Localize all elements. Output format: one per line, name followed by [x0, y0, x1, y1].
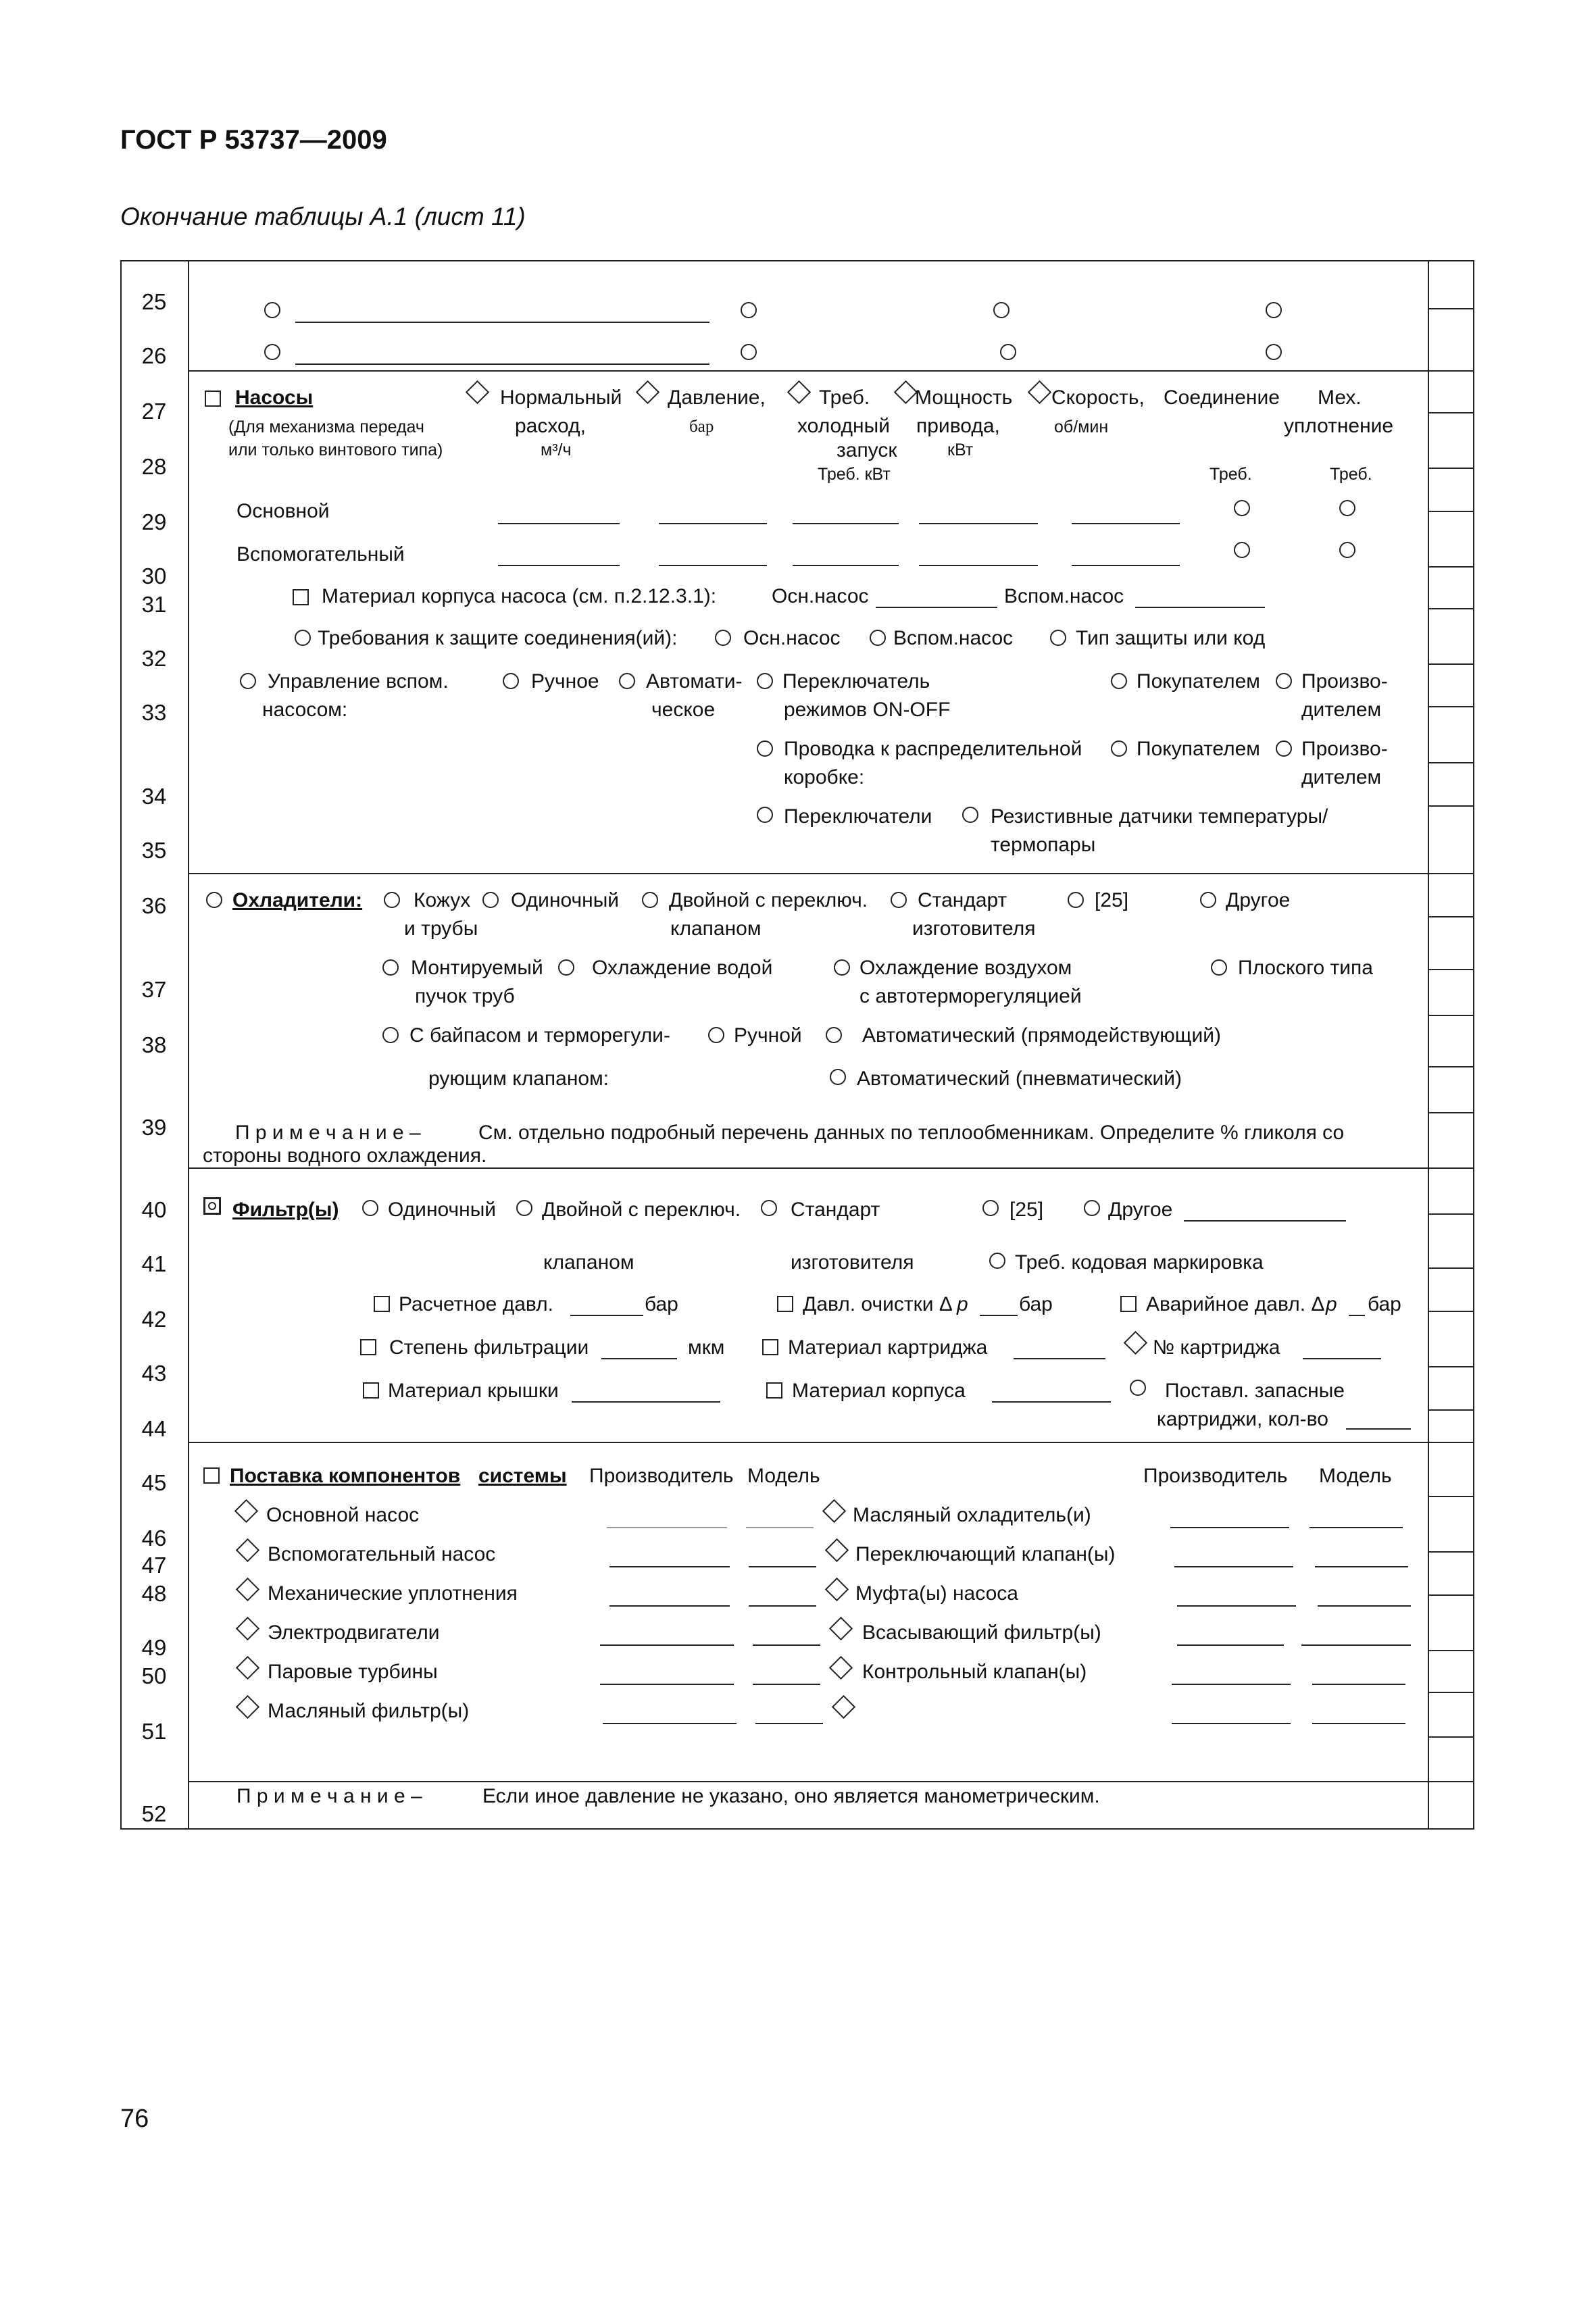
field-line[interactable]: [1172, 1684, 1291, 1685]
cover-material-checkbox[interactable]: [363, 1382, 379, 1399]
col-power: привода,: [916, 415, 1000, 437]
field-line[interactable]: [659, 523, 767, 524]
single-radio[interactable]: [362, 1200, 378, 1216]
manual-radio[interactable]: [503, 673, 519, 689]
field-line[interactable]: [755, 1723, 823, 1724]
option-radio[interactable]: [264, 344, 280, 360]
bar-unit: бар: [1368, 1293, 1401, 1315]
supply-item-label: Электродвигатели: [268, 1621, 440, 1644]
row-number: 34: [141, 784, 167, 809]
ref25-label: [25]: [1009, 1199, 1044, 1221]
supply-title: системы: [478, 1465, 567, 1487]
sensors-label: термопары: [991, 834, 1096, 856]
col-normal-flow-unit: м³/ч: [541, 441, 572, 459]
other-radio[interactable]: [1084, 1200, 1100, 1216]
field-line[interactable]: [992, 1401, 1111, 1403]
section-divider: [188, 873, 1428, 874]
other-radio[interactable]: [1200, 892, 1216, 908]
connection-radio[interactable]: [1234, 542, 1250, 558]
row-number: 25: [141, 289, 167, 314]
wiring-label: коробке:: [784, 766, 865, 788]
maker-label: дителем: [1301, 766, 1382, 788]
row-number: 33: [141, 700, 167, 725]
field-line[interactable]: [749, 1605, 816, 1607]
bypass-radio[interactable]: [382, 1027, 399, 1043]
col-model: Модель: [747, 1465, 820, 1487]
field-line[interactable]: [498, 565, 620, 566]
pump-aux-label: Вспомогательный: [236, 543, 405, 565]
field-line[interactable]: [876, 607, 997, 608]
row-number: 38: [141, 1032, 167, 1057]
protection-type-label: Тип защиты или код: [1076, 627, 1266, 649]
coolers-title: Охладители:: [232, 889, 363, 911]
row-number: 39: [141, 1115, 167, 1140]
other-label: Другое: [1226, 889, 1291, 911]
section-divider: [188, 1167, 1428, 1169]
col-power-unit: кВт: [947, 441, 974, 459]
row-number: 42: [141, 1307, 167, 1332]
casing-label: Материал корпуса насоса (см. п.2.12.3.1):: [322, 585, 717, 607]
double-radio[interactable]: [516, 1200, 532, 1216]
col-pressure-unit: бар: [689, 418, 714, 436]
field-line[interactable]: [1072, 523, 1180, 524]
double-radio[interactable]: [642, 892, 658, 908]
control-label: насосом:: [262, 699, 348, 721]
col-mech-seal-req: Треб.: [1330, 465, 1372, 484]
field-line[interactable]: [1184, 1220, 1346, 1222]
auto-direct-label: Автоматический (прямодействующий): [862, 1024, 1221, 1047]
bar-unit: бар: [645, 1293, 678, 1315]
field-line[interactable]: [746, 1527, 814, 1528]
text-field-line[interactable]: [295, 322, 709, 323]
text-field-line[interactable]: [295, 363, 709, 365]
row-number: 31: [141, 592, 167, 617]
option-radio[interactable]: [741, 302, 757, 318]
table-caption: Окончание таблицы А.1 (лист 11): [120, 203, 526, 230]
option-radio[interactable]: [1000, 344, 1016, 360]
cartridge-number-label: № картриджа: [1153, 1336, 1280, 1359]
wiring-radio[interactable]: [757, 740, 773, 757]
field-line[interactable]: [1177, 1605, 1296, 1607]
air-radio[interactable]: [834, 959, 850, 976]
section-divider: [188, 1442, 1428, 1443]
cartridge-material-checkbox[interactable]: [762, 1339, 778, 1355]
bypass-manual-label: Ручной: [734, 1024, 802, 1047]
row-number: 41: [141, 1251, 167, 1276]
col-cold-start: Треб.: [819, 386, 870, 409]
sensors-radio[interactable]: [962, 807, 978, 823]
switches-radio[interactable]: [757, 807, 773, 823]
field-line[interactable]: [1135, 607, 1265, 608]
spare-radio[interactable]: [1130, 1380, 1146, 1396]
buyer-radio[interactable]: [1111, 673, 1127, 689]
row-number: 48: [141, 1581, 167, 1606]
row-number: 50: [141, 1663, 167, 1688]
ref25-radio[interactable]: [1068, 892, 1084, 908]
shell-tube-label: Кожух: [414, 889, 471, 911]
supply-item-label: Основной насос: [266, 1504, 420, 1526]
double-label: клапаном: [670, 917, 762, 940]
shell-tube-label: и трубы: [404, 917, 478, 940]
protection-radio[interactable]: [295, 630, 311, 646]
standard-label: Стандарт: [918, 889, 1007, 911]
code-radio[interactable]: [989, 1253, 1005, 1269]
supply-item-label: Переключающий клапан(ы): [855, 1543, 1116, 1565]
water-radio[interactable]: [558, 959, 574, 976]
option-radio[interactable]: [993, 302, 1009, 318]
row-number: 47: [141, 1553, 167, 1578]
maker-label: дителем: [1301, 699, 1382, 721]
coolers-radio[interactable]: [206, 892, 222, 908]
col-mech-seal: Мех.: [1318, 386, 1362, 409]
shell-tube-radio[interactable]: [384, 892, 400, 908]
col-mech-seal: уплотнение: [1284, 415, 1394, 437]
control-radio[interactable]: [240, 673, 256, 689]
spare-label: Поставл. запасные: [1165, 1380, 1345, 1402]
section-divider: [188, 1781, 1428, 1782]
row-number: 43: [141, 1361, 167, 1386]
field-line[interactable]: [1177, 1644, 1284, 1646]
row-number: 49: [141, 1635, 167, 1660]
field-line[interactable]: [1170, 1527, 1289, 1528]
alarm-pressure-label: Аварийное давл. Δ: [1146, 1293, 1325, 1315]
option-radio[interactable]: [1266, 302, 1282, 318]
field-line[interactable]: [749, 1566, 816, 1567]
field-line[interactable]: [1315, 1566, 1408, 1567]
field-line[interactable]: [1174, 1566, 1293, 1567]
plate-radio[interactable]: [1211, 959, 1227, 976]
maker-radio[interactable]: [1276, 673, 1292, 689]
auto-direct-radio[interactable]: [826, 1027, 842, 1043]
field-line[interactable]: [1172, 1723, 1291, 1724]
option-radio[interactable]: [264, 302, 280, 318]
field-line[interactable]: [1312, 1684, 1405, 1685]
clean-pressure-checkbox[interactable]: [777, 1296, 793, 1312]
standard-label: Стандарт: [791, 1199, 880, 1221]
standard-label: изготовителя: [912, 917, 1036, 940]
main-pump-radio[interactable]: [715, 630, 731, 646]
option-radio[interactable]: [1266, 344, 1282, 360]
supply-item-label: Масляный фильтр(ы): [268, 1700, 470, 1722]
field-line[interactable]: [919, 565, 1038, 566]
body-material-label: Материал корпуса: [792, 1380, 966, 1402]
row-number: 30: [141, 563, 167, 588]
field-line[interactable]: [607, 1527, 727, 1528]
filters-checkbox[interactable]: [203, 1197, 221, 1215]
connection-radio[interactable]: [1234, 500, 1250, 516]
water-label: Охлаждение водой: [592, 957, 773, 979]
air-label: Охлаждение воздухом: [859, 957, 1072, 979]
field-line[interactable]: [980, 1315, 1018, 1316]
field-line[interactable]: [1014, 1358, 1105, 1359]
plate-label: Плоского типа: [1238, 957, 1373, 979]
document-header: ГОСТ Р 53737—2009: [120, 125, 387, 155]
supply-note: Если иное давление не указано, оно является манометрическим.: [482, 1785, 1100, 1807]
row-number: 26: [141, 343, 167, 368]
field-line[interactable]: [753, 1644, 820, 1646]
ref25-label: [25]: [1095, 889, 1129, 911]
pump-main-label: Основной: [236, 500, 330, 522]
field-line[interactable]: [600, 1644, 734, 1646]
field-line[interactable]: [793, 565, 899, 566]
maker-label: Произво-: [1301, 738, 1388, 760]
design-pressure-checkbox[interactable]: [374, 1296, 390, 1312]
spare-label: картриджи, кол-во: [1157, 1408, 1328, 1430]
filtration-checkbox[interactable]: [360, 1339, 376, 1355]
switch-label: Переключатель: [782, 670, 930, 693]
manual-label: Ручное: [531, 670, 599, 693]
seal-radio[interactable]: [1339, 500, 1355, 516]
field-line[interactable]: [753, 1684, 820, 1685]
section-divider: [188, 370, 1428, 372]
pumps-note: или только винтового типа): [228, 441, 443, 459]
double-label: Двойной с переключ.: [669, 889, 868, 911]
filters-title: Фильтр(ы): [232, 1199, 339, 1221]
single-radio[interactable]: [482, 892, 499, 908]
protection-label: Требования к защите соединения(ий):: [318, 627, 678, 649]
bundle-label: пучок труб: [415, 985, 515, 1007]
switches-label: Переключатели: [784, 805, 932, 828]
switch-radio[interactable]: [757, 673, 773, 689]
double-label: Двойной с переключ.: [542, 1199, 741, 1221]
row-number: 46: [141, 1526, 167, 1551]
pumps-note: (Для механизма передач: [228, 418, 424, 436]
protection-type-radio[interactable]: [1050, 630, 1066, 646]
field-line[interactable]: [603, 1723, 737, 1724]
standard-radio[interactable]: [761, 1200, 777, 1216]
field-line[interactable]: [1301, 1644, 1411, 1646]
main-pump-label: Осн.насос: [772, 585, 869, 607]
supply-item-label: Вспомогательный насос: [268, 1543, 496, 1565]
filtration-label: Степень фильтрации: [389, 1336, 589, 1359]
single-label: Одиночный: [388, 1199, 497, 1221]
auto-label: Автомати-: [646, 670, 743, 693]
field-line[interactable]: [570, 1315, 643, 1316]
design-pressure-label: Расчетное давл.: [399, 1293, 553, 1315]
col-model: Модель: [1319, 1465, 1392, 1487]
col-connection: Соединение: [1164, 386, 1280, 409]
row-number-divider: [188, 260, 189, 1830]
row-number: 37: [141, 977, 167, 1002]
auto-radio[interactable]: [619, 673, 635, 689]
switch-label: режимов ON-OFF: [784, 699, 951, 721]
row-number: 28: [141, 454, 167, 479]
row-number: 52: [141, 1801, 167, 1826]
coolers-note: См. отдельно подробный перечень данных по теплообменникам. Определите % гликоля со: [478, 1122, 1345, 1144]
col-normal-flow: расход,: [515, 415, 586, 437]
cartridge-material-label: Материал картриджа: [788, 1336, 988, 1359]
row-number: 32: [141, 646, 167, 671]
seal-radio[interactable]: [1339, 542, 1355, 558]
col-normal-flow: Нормальный: [500, 386, 622, 409]
col-cold-start: холодный: [797, 415, 890, 437]
row-number: 40: [141, 1197, 167, 1222]
delta-p-symbol: p: [957, 1293, 968, 1315]
bundle-label: Монтируемый: [411, 957, 543, 979]
pumps-title: Насосы: [235, 386, 314, 409]
double-label: клапаном: [543, 1251, 634, 1274]
supply-item-label: Контрольный клапан(ы): [862, 1661, 1087, 1683]
maker-radio[interactable]: [1276, 740, 1292, 757]
other-label: Другое: [1108, 1199, 1173, 1221]
mkm-unit: мкм: [688, 1336, 725, 1359]
col-cold-start-unit: Треб. кВт: [818, 465, 891, 484]
col-pressure: Давление,: [668, 386, 766, 409]
aux-pump-radio[interactable]: [870, 630, 886, 646]
air-label: с автотерморегуляцией: [859, 985, 1082, 1007]
auto-label: ческое: [651, 699, 716, 721]
body-material-checkbox[interactable]: [766, 1382, 782, 1399]
field-line[interactable]: [1310, 1527, 1403, 1528]
main-pump-option: Осн.насос: [743, 627, 841, 649]
col-speed-unit: об/мин: [1054, 418, 1109, 436]
maker-label: Произво-: [1301, 670, 1388, 693]
field-line[interactable]: [600, 1684, 734, 1685]
row-number: 51: [141, 1719, 167, 1744]
alarm-pressure-checkbox[interactable]: [1120, 1296, 1137, 1312]
ref25-radio[interactable]: [982, 1200, 999, 1216]
auto-pneum-label: Автоматический (пневматический): [857, 1067, 1182, 1090]
field-line[interactable]: [601, 1358, 677, 1359]
note-label: П р и м е ч а н и е –: [236, 1785, 422, 1807]
field-line[interactable]: [609, 1566, 730, 1567]
supply-item-label: Муфта(ы) насоса: [855, 1582, 1018, 1605]
coolers-note: стороны водного охлаждения.: [203, 1145, 487, 1167]
casing-checkbox[interactable]: [293, 589, 309, 605]
bar-unit: бар: [1019, 1293, 1053, 1315]
supply-item-label: Всасывающий фильтр(ы): [862, 1621, 1101, 1644]
field-line[interactable]: [1349, 1315, 1365, 1316]
field-line[interactable]: [1072, 565, 1180, 566]
row-number: 29: [141, 509, 167, 534]
buyer-radio[interactable]: [1111, 740, 1127, 757]
pumps-checkbox[interactable]: [205, 391, 221, 407]
page-number: 76: [120, 2105, 149, 2133]
code-label: Треб. кодовая маркировка: [1015, 1251, 1264, 1274]
col-maker: Производитель: [589, 1465, 734, 1487]
field-line[interactable]: [572, 1401, 720, 1403]
field-line[interactable]: [1312, 1723, 1405, 1724]
note-label: П р и м е ч а н и е –: [235, 1122, 421, 1144]
row-number: 35: [141, 838, 167, 863]
col-maker: Производитель: [1143, 1465, 1288, 1487]
single-label: Одиночный: [511, 889, 620, 911]
control-label: Управление вспом.: [268, 670, 449, 693]
buyer-label: Покупателем: [1137, 670, 1260, 693]
supply-checkbox[interactable]: [203, 1467, 220, 1484]
wiring-label: Проводка к распределительной: [784, 738, 1082, 760]
option-radio[interactable]: [741, 344, 757, 360]
field-line[interactable]: [498, 523, 620, 524]
sensors-label: Резистивные датчики температуры/: [991, 805, 1328, 828]
bypass-label: С байпасом и терморегули-: [409, 1024, 670, 1047]
aux-pump-option: Вспом.насос: [893, 627, 1014, 649]
aux-pump-label: Вспом.насос: [1004, 585, 1124, 607]
field-line[interactable]: [1303, 1358, 1381, 1359]
delta-p-symbol: p: [1326, 1293, 1337, 1315]
buyer-label: Покупателем: [1137, 738, 1260, 760]
row-number: 27: [141, 399, 167, 424]
clean-pressure-label: Давл. очистки Δ: [803, 1293, 953, 1315]
col-cold-start: запуск: [837, 439, 897, 461]
col-power: Мощность: [915, 386, 1013, 409]
supply-item-label: Механические уплотнения: [268, 1582, 518, 1605]
col-connection-req: Треб.: [1210, 465, 1252, 484]
field-line[interactable]: [659, 565, 767, 566]
field-line[interactable]: [1346, 1428, 1411, 1430]
row-number: 45: [141, 1470, 167, 1495]
field-line[interactable]: [793, 523, 899, 524]
standard-radio[interactable]: [891, 892, 907, 908]
field-line[interactable]: [1318, 1605, 1411, 1607]
supply-item-label: Масляный охладитель(и): [853, 1504, 1091, 1526]
col-speed: Скорость,: [1051, 386, 1145, 409]
row-number: 44: [141, 1416, 167, 1441]
standard-label: изготовителя: [791, 1251, 914, 1274]
bypass-label: рующим клапаном:: [428, 1067, 609, 1090]
row-number: 36: [141, 893, 167, 918]
auto-pneum-radio[interactable]: [830, 1069, 846, 1085]
cover-material-label: Материал крышки: [388, 1380, 559, 1402]
field-line[interactable]: [609, 1605, 730, 1607]
supply-title: Поставка компонентов: [230, 1465, 461, 1487]
bypass-manual-radio[interactable]: [708, 1027, 724, 1043]
supply-item-label: Паровые турбины: [268, 1661, 438, 1683]
field-line[interactable]: [919, 523, 1038, 524]
bundle-radio[interactable]: [382, 959, 399, 976]
